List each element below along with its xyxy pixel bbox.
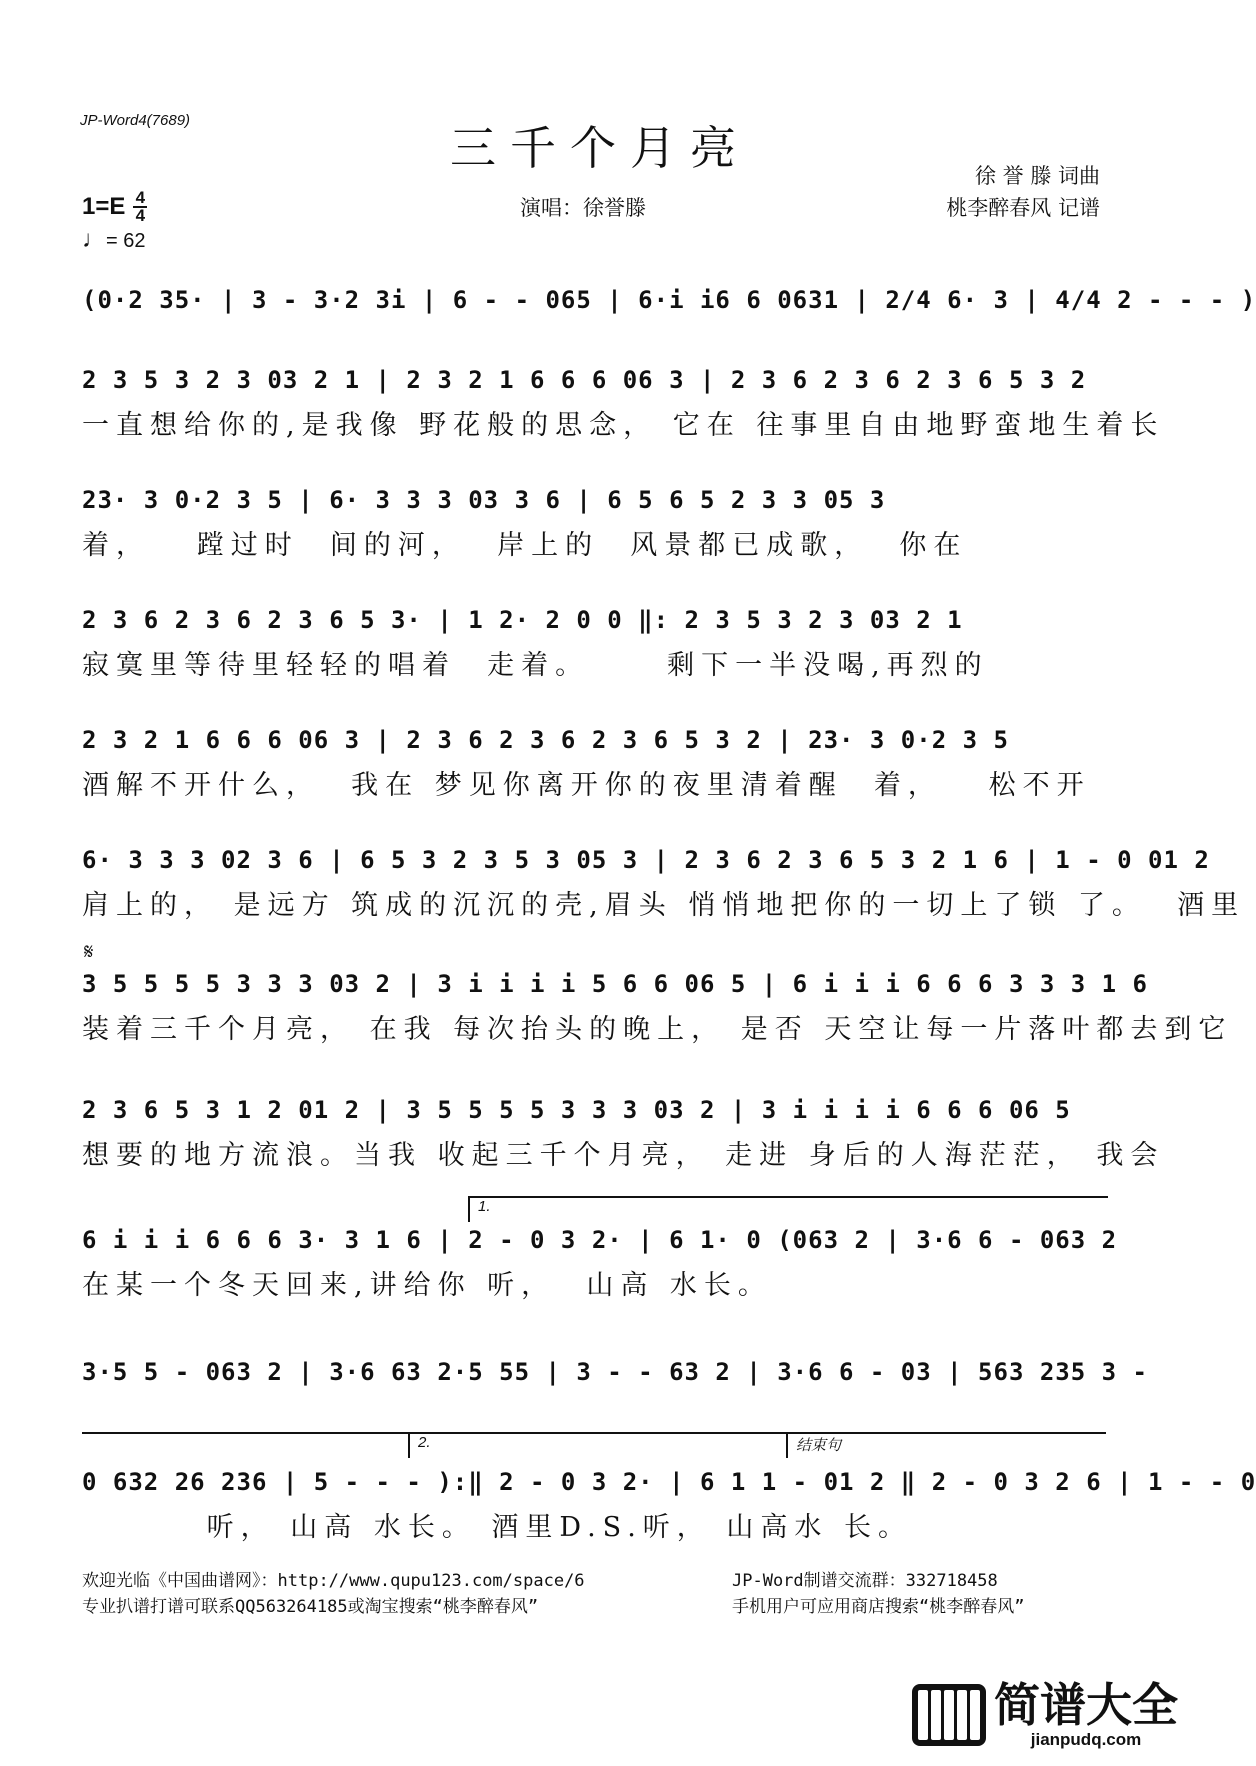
lyric-line: 想要的地方流浪。当我 收起三千个月亮， 走进 身后的人海茫茫， 我会 <box>82 1139 1165 1171</box>
notation-line: 3 5 5 5 5 3 3 3 03 2 | 3 i i i i 5 6 6 06 5 | 6 i i i 6 6 6 3 3 3 1 6 <box>82 970 1148 998</box>
transcriber-credit: 桃李醉春风 记谱 <box>946 196 1100 220</box>
system-9 <box>82 1218 1118 1302</box>
system-7 <box>82 962 1233 1046</box>
second-ending-label: 2. <box>418 1434 431 1451</box>
time-top: 4 <box>135 188 146 207</box>
site-logo[interactable] <box>912 1680 1178 1750</box>
footer-app: 手机用户可应用商店搜索“桃李醉春风” <box>732 1597 1025 1617</box>
system-8 <box>82 1088 1165 1172</box>
notation-line: 2 3 5 3 2 3 03 2 1 | 2 3 2 1 6 6 6 06 3 | 2 3 6 2 3 6 2 3 6 5 3 2 <box>82 366 1087 394</box>
piano-icon <box>912 1684 986 1746</box>
system-2 <box>82 358 1165 442</box>
notation-line: 6· 3 3 3 02 3 6 | 6 5 3 2 3 5 3 05 3 | 2 3 6 2 3 6 5 3 2 1 6 | 1 - 0 01 2 <box>82 846 1210 874</box>
notation-line: 2 3 2 1 6 6 6 06 3 | 2 3 6 2 3 6 2 3 6 5 3 2 | 23· 3 0·2 3 5 <box>82 726 1009 754</box>
key-signature <box>82 190 147 224</box>
lyric-line: 寂寞里等待里轻轻的唱着 走着。 剩下一半没喝,再烈的 <box>82 649 989 681</box>
second-ending-bracket <box>408 1432 786 1458</box>
tempo-value: = 62 <box>106 230 146 252</box>
lyric-line: 一直想给你的,是我像 野花般的思念， 它在 往事里自由地野蛮地生着长 <box>82 409 1165 441</box>
notation-line: (0·2 35· | 3 - 3·2 3i | 6 - - 065 | 6·i i6 6 0631 | 2/4 6· 3 | 4/4 2 - - - ) <box>82 286 1256 314</box>
singer-credit: 演唱：徐誉滕 <box>520 196 646 220</box>
coda-bracket <box>786 1432 1106 1458</box>
notation-line: 3·5 5 - 063 2 | 3·6 63 2·5 55 | 3 - - 63 2 | 3·6 6 - 03 | 563 235 3 - <box>82 1358 1148 1386</box>
first-ending-label: 1. <box>478 1198 491 1215</box>
composer-credit: 徐 誉 滕 词曲 <box>974 164 1100 188</box>
notation-line: 0 632 26 236 | 5 - - - ):‖ 2 - 0 3 2· | 6 1 1 - 01 2 ‖ 2 - 0 3 2 6 | 1 - - 0 <box>82 1468 1256 1496</box>
lyric-line: 着， 蹚过时 间的河， 岸上的 风景都已成歌， 你在 <box>82 529 968 561</box>
lyric-line: 酒解不开什么， 我在 梦见你离开你的夜里清着醒 着， 松不开 <box>82 769 1091 801</box>
lyric-line: 肩上的， 是远方 筑成的沉沉的壳,眉头 悄悄地把你的一切上了锁 了。 酒里 <box>82 889 1246 921</box>
footer-contact: 专业扒谱打谱可联系QQ563264185或淘宝搜索“桃李醉春风” <box>82 1597 539 1617</box>
lyric-line: 装着三千个月亮， 在我 每次抬头的晚上， 是否 天空让每一片落叶都去到它 <box>82 1013 1233 1045</box>
notation-line: 23· 3 0·2 3 5 | 6· 3 3 3 03 3 6 | 6 5 6 5 2 3 3 05 3 <box>82 486 886 514</box>
coda-label: 结束句 <box>796 1437 842 1454</box>
footer-group: JP-Word制谱交流群：332718458 <box>732 1571 998 1591</box>
software-label: JP-Word4(7689) <box>80 112 191 129</box>
footer-left <box>82 1568 585 1620</box>
segno-icon: 𝄋 <box>84 940 94 965</box>
footer-right <box>732 1568 1024 1620</box>
system-5 <box>82 718 1100 802</box>
lyric-line: 听， 山高 水长。 酒里D.S.听， 山高水 长。 <box>82 1511 912 1543</box>
time-bottom: 4 <box>135 206 146 225</box>
system-1 <box>82 278 1256 322</box>
first-ending-continuation <box>82 1432 408 1458</box>
key-label: 1=E <box>82 193 126 220</box>
system-11 <box>82 1460 1256 1544</box>
system-6 <box>82 838 1246 922</box>
quarter-note-icon: ♩ <box>82 226 106 253</box>
notation-line: 2 3 6 5 3 1 2 01 2 | 3 5 5 5 5 3 3 3 03 2 | 3 i i i i 6 6 6 06 5 <box>82 1096 1071 1124</box>
song-title: 三千个月亮 <box>450 121 750 175</box>
system-10 <box>82 1350 1148 1394</box>
system-3 <box>82 478 1100 562</box>
lyric-line: 在某一个冬天回来,讲给你 听， 山高 水长。 <box>82 1269 772 1301</box>
time-signature <box>133 190 147 224</box>
logo-url: jianpudq.com <box>1030 1730 1142 1749</box>
tempo-marking <box>82 226 145 254</box>
system-4 <box>82 598 1100 682</box>
footer-site-link[interactable]: 欢迎光临《中国曲谱网》：http://www.qupu123.com/space/6 <box>82 1571 585 1591</box>
notation-line: 6 i i i 6 6 6 3· 3 1 6 | 2 - 0 3 2· | 6 1· 0 (063 2 | 3·6 6 - 063 2 <box>82 1226 1118 1254</box>
notation-line: 2 3 6 2 3 6 2 3 6 5 3· | 1 2· 2 0 0 ‖: 2 3 5 3 2 3 03 2 1 <box>82 606 963 634</box>
logo-title: 简谱大全 <box>994 1678 1178 1732</box>
